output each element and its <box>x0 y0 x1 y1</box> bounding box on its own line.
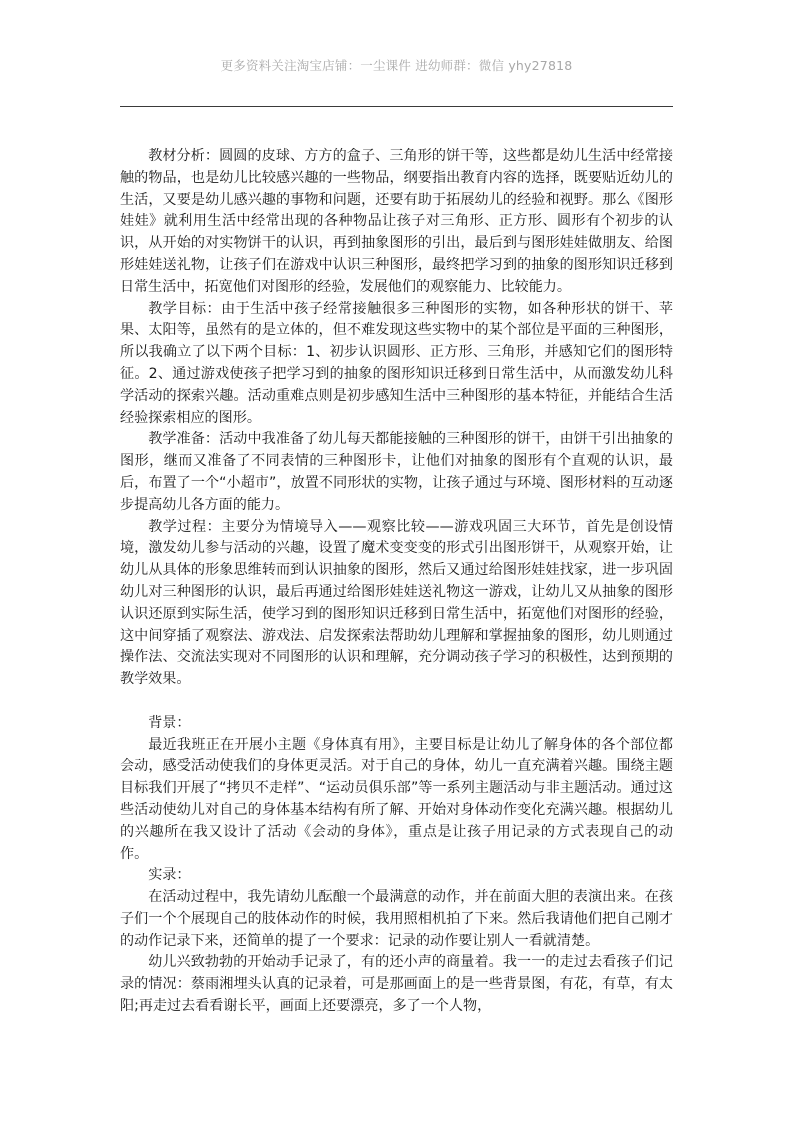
paragraph-record-2: 幼儿兴致勃勃的开始动手记录了，有的还小声的商量着。我一一的走过去看孩子们记录的情况：蔡雨湘埋头认真的记录着，可是那画面上的是一些背景图，有花，有草，有太阳;再走过去看看谢长平，画面上还要漂亮，多了一个人物， <box>120 954 673 1015</box>
paragraph-background: 最近我班正在开展小主题《身体真有用》，主要目标是让幼儿了解身体的各个部位都会动，感受活动使我们的身体更灵活。对于自己的身体，幼儿一直充满着兴趣。围绕主题目标我们开展了“拷贝不走样”、“运动员俱乐部”等一系列主题活动与非主题活动。通过这些活动使幼儿对自己的身体基本结构有所了解、开始对身体动作变化充满兴趣。根据幼儿的兴趣所在我又设计了活动《会动的身体》，重点是让孩子用记录的方式表现自己的动作。 <box>120 736 673 862</box>
blank-line <box>120 691 673 713</box>
paragraph-teaching-goals: 教学目标：由于生活中孩子经常接触很多三种图形的实物，如各种形状的饼干、苹果、太阳等，虽然有的是立体的，但不难发现这些实物中的某个部位是平面的三种图形，所以我确立了以下两个目标：1、初步认识圆形、正方形、三角形，并感知它们的图形特征。2、通过游戏使孩子把学习到的抽象的图形知识迁移到日常生活中，从而激发幼儿科学活动的探索兴趣。活动重难点则是初步感知生活中三种图形的基本特征，并能结合生活经验探索相应的图形。 <box>120 300 673 426</box>
paragraph-record-1: 在活动过程中，我先请幼儿酝酿一个最满意的动作，并在前面大胆的表演出来。在孩子们一个个展现自己的肢体动作的时候，我用照相机拍了下来。然后我请他们把自己刚才的动作记录下来，还简单的提了一个要求：记录的动作要让别人一看就清楚。 <box>120 889 673 949</box>
page-header: 更多资料关注淘宝店铺：一尘课件 进幼师群：微信 yhy27818 <box>220 58 573 73</box>
paragraph-material-analysis: 教材分析：圆圆的皮球、方方的盒子、三角形的饼干等，这些都是幼儿生活中经常接触的物品，也是幼儿比较感兴趣的一些物品，纲要指出教育内容的选择，既要贴近幼儿的生活，又要是幼儿感兴趣的事物和问题，还要有助于拓展幼儿的经验和视野。那么《图形娃娃》就利用生活中经常出现的各种物品让孩子对三角形、正方形、圆形有个初步的认识，从开始的对实物饼干的认识，再到抽象图形的引出，最后到与图形娃娃做朋友、给图形娃娃送礼物，让孩子们在游戏中认识三种图形，最终把学习到的抽象的图形知识迁移到日常生活中，拓宽他们对图形的经验，发展他们的观察能力、比较能力。 <box>120 148 673 295</box>
paragraph-teaching-preparation: 教学准备：活动中我准备了幼儿每天都能接触的三种图形的饼干，由饼干引出抽象的图形，继而又准备了不同表情的三种图形卡，让他们对抽象的图形有个直观的认识，最后，布置了一个“小超市”，放置不同形状的实物，让孩子通过与环境、图形材料的互动逐步提高幼儿各方面的能力。 <box>120 431 673 513</box>
document-body <box>120 146 673 1018</box>
heading-record: 实录： <box>148 867 191 884</box>
header-divider <box>120 106 673 107</box>
paragraph-teaching-process: 教学过程：主要分为情境导入——观察比较——游戏巩固三大环节，首先是创设情境，激发幼儿参与活动的兴趣，设置了魔术变变变的形式引出图形饼干，从观察开始，让幼儿从具体的形象思维转而到认识抽象的图形，然后又通过给图形娃娃找家，进一步巩固幼儿对三种图形的认识，最后再通过给图形娃娃送礼物这一游戏，让幼儿又从抽象的图形认识还原到实际生活，使学习到的图形知识迁移到日常生活中，拓宽他们对图形的经验，这中间穿插了观察法、游戏法、启发探索法帮助幼儿理解和掌握抽象的图形，幼儿则通过操作法、交流法实现对不同图形的认识和理解，充分调动孩子学习的积极性，达到预期的教学效果。 <box>120 518 673 688</box>
heading-background: 背景： <box>148 714 191 731</box>
